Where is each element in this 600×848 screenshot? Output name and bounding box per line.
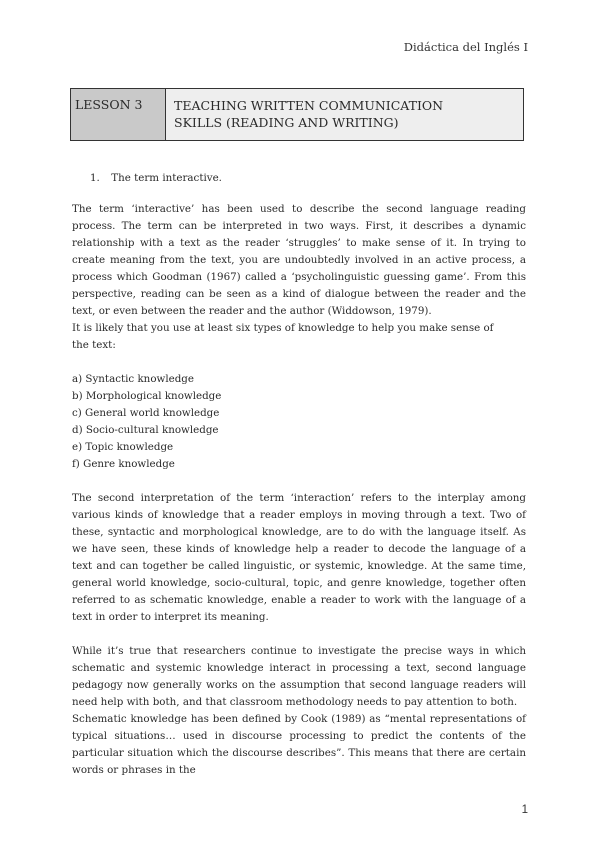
running-header: Didáctica del Inglés I [403, 40, 528, 54]
paragraph-2-line-2: the text: [72, 339, 116, 351]
knowledge-list [72, 371, 526, 473]
section-title: The term interactive. [111, 172, 222, 184]
paragraph-2 [72, 320, 526, 354]
paragraph-3: The second interpretation of the term ‘interaction’ refers to the interplay among various kinds of knowledge that a reader employs in moving through a text. Two of these, syntactic and morphological knowledge, are to do with the language itself. As we have seen, these kinds of knowledge help a reader to decode the language of a text and can together be called linguistic, or systemic, knowledge. At the same time, general world knowledge, socio-cultural, topic, and genre knowledge, together often referred to as schematic knowledge, enable a reader to work with the language of a text in order to interpret its meaning. [72, 492, 526, 623]
list-item: a) Syntactic knowledge [72, 373, 194, 385]
list-item: f) Genre knowledge [72, 458, 175, 470]
lesson-header-table [70, 88, 524, 141]
lesson-title-line-1: TEACHING WRITTEN COMMUNICATION [174, 98, 444, 113]
list-item: d) Socio-cultural knowledge [72, 424, 219, 436]
lesson-number: LESSON 3 [71, 89, 166, 140]
paragraph-4: While it’s true that researchers continue to investigate the precise ways in which schematic and systemic knowledge interact in processing a text, second language pedagogy now generally works on the assumption that second language readers will need help with both, and that classroom methodology needs to pay attention to both. [72, 645, 526, 708]
paragraph-5: Schematic knowledge has been defined by Cook (1989) as “mental representations of typical situations… used in discourse processing to predict the contents of the particular situation which the discourse describes”. This means that there are certain words or phrases in the [72, 713, 526, 776]
section-number: 1. [90, 172, 100, 184]
lesson-title-line-2: SKILLS (READING AND WRITING) [174, 115, 399, 130]
page-body [72, 170, 526, 779]
paragraph-2-line-1: It is likely that you use at least six types of knowledge to help you make sense of [72, 322, 494, 334]
list-item: e) Topic knowledge [72, 441, 174, 453]
lesson-title [166, 89, 523, 140]
paragraph-1: The term ‘interactive’ has been used to describe the second language reading process. The term can be interpreted in two ways. First, it describes a dynamic relationship with a text as the reader ‘struggles’ to make sense of it. In trying to create meaning from the text, you are undoubtedly involved in an active process, a process which Goodman (1967) called a ‘psycholinguistic guessing game’. From this perspective, reading can be seen as a kind of dialogue between the reader and the text, or even between the reader and the author (Widdowson, 1979). [72, 203, 526, 317]
page-number: 1 [521, 804, 528, 816]
section-heading [90, 170, 526, 187]
list-item: b) Morphological knowledge [72, 390, 222, 402]
list-item: c) General world knowledge [72, 407, 220, 419]
